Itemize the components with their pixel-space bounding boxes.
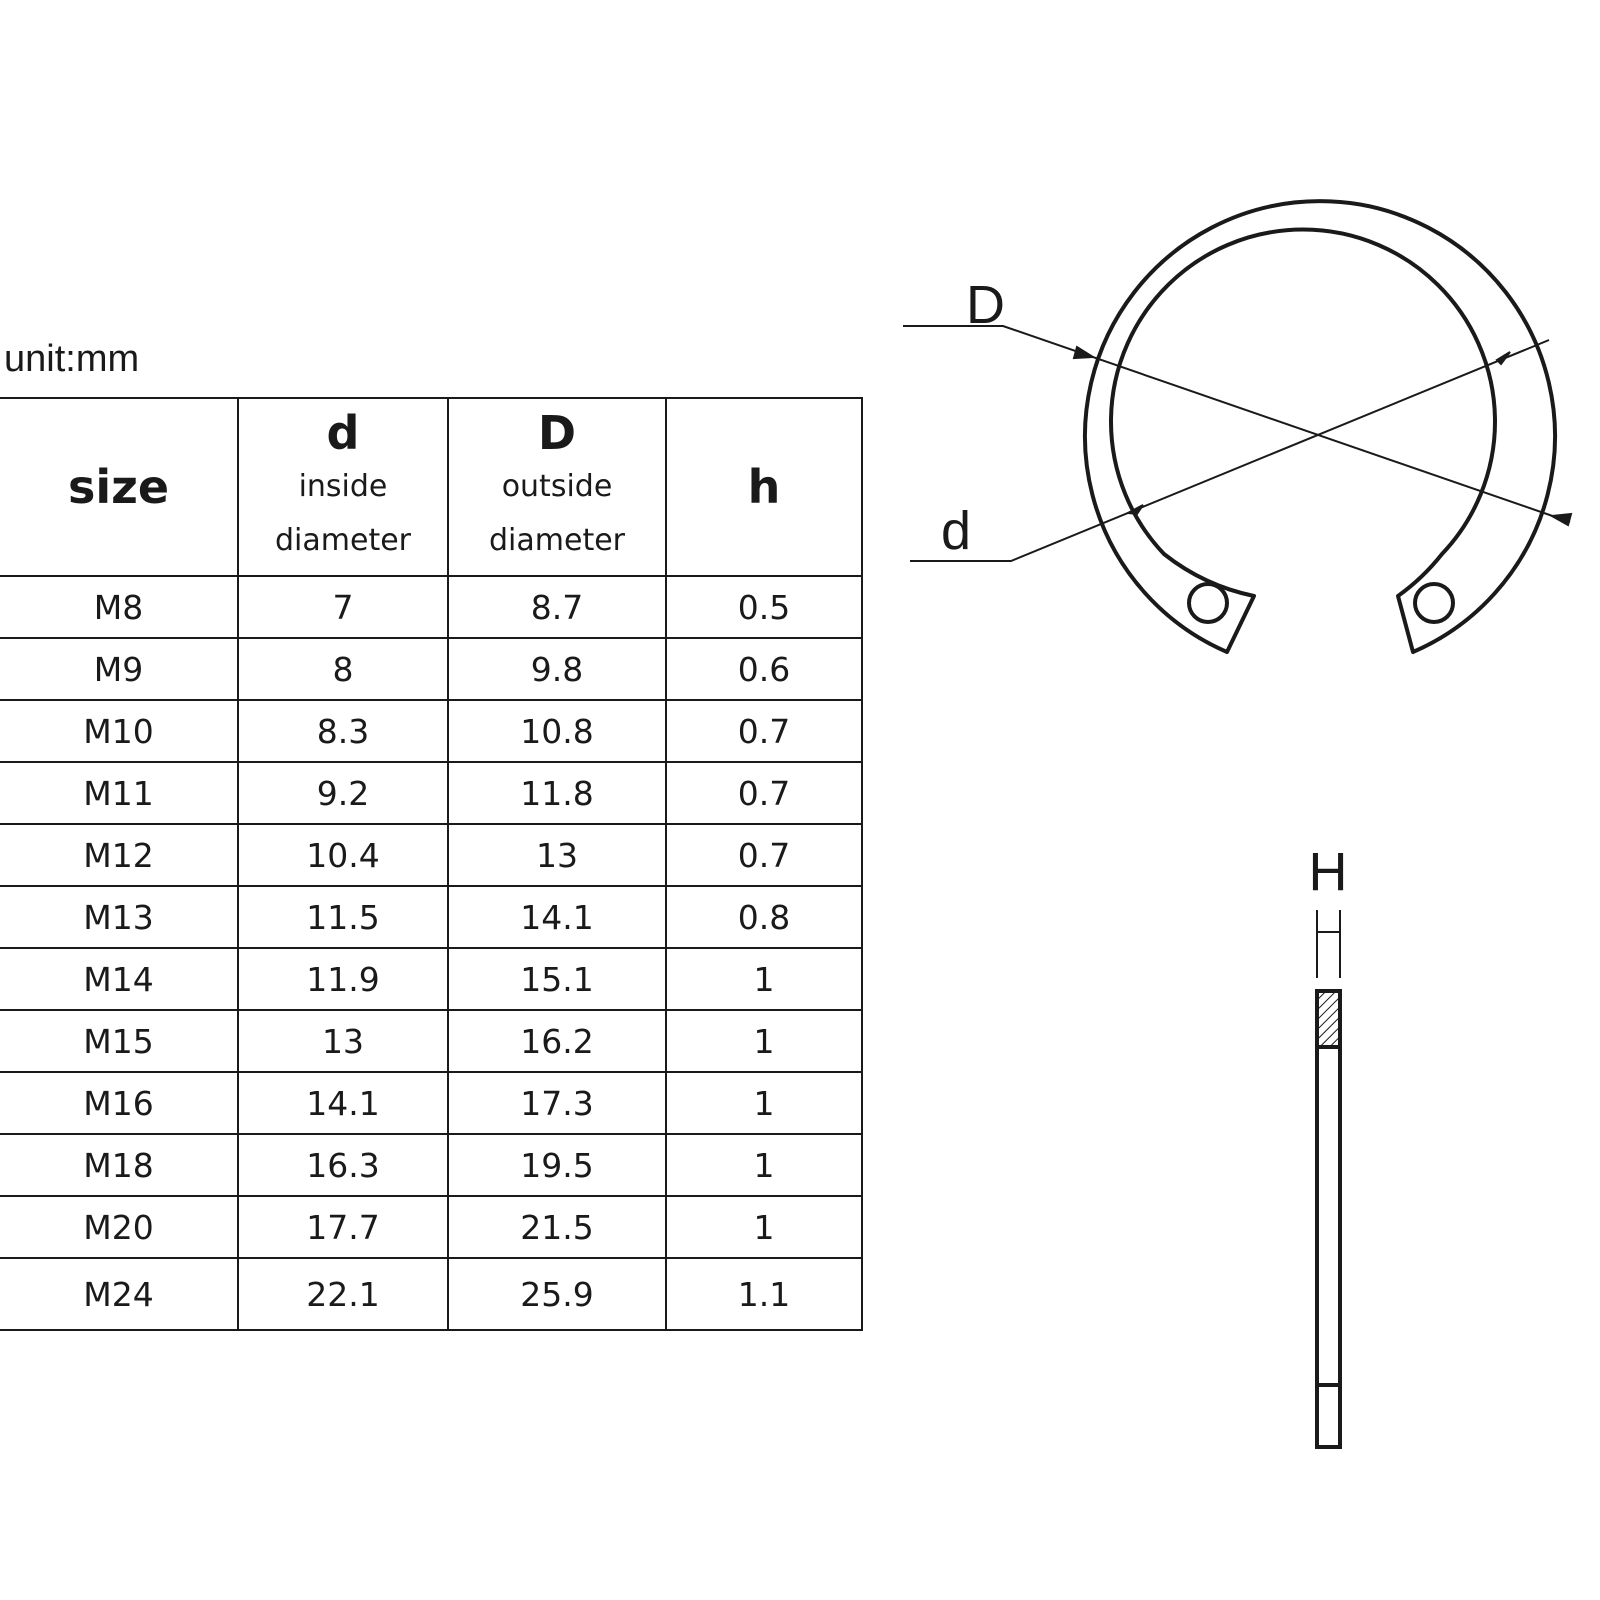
cell-outside: 21.5 [448, 1196, 666, 1258]
outside-diameter-leader [903, 326, 1570, 522]
cell-inside: 8 [238, 638, 448, 700]
cell-size: M18 [0, 1134, 238, 1196]
thickness-label: H [1308, 842, 1348, 902]
outside-diameter-label: D [966, 275, 1005, 335]
cell-inside: 11.9 [238, 948, 448, 1010]
cell-h: 1 [666, 1010, 862, 1072]
cell-h: 0.7 [666, 762, 862, 824]
cell-outside: 10.8 [448, 700, 666, 762]
cell-inside: 11.5 [238, 886, 448, 948]
cell-inside: 16.3 [238, 1134, 448, 1196]
outside-arrow-left [1074, 347, 1093, 358]
cell-h: 1 [666, 1196, 862, 1258]
circlip-ring [1085, 201, 1555, 652]
cell-inside: 7 [238, 576, 448, 638]
cell-inside: 13 [238, 1010, 448, 1072]
cell-size: M15 [0, 1010, 238, 1072]
cell-outside: 15.1 [448, 948, 666, 1010]
cell-inside: 8.3 [238, 700, 448, 762]
cell-outside: 11.8 [448, 762, 666, 824]
cell-size: M9 [0, 638, 238, 700]
header-inside-diameter: d inside diameter [238, 398, 448, 576]
right-lug-hole [1415, 584, 1453, 622]
cell-h: 1 [666, 1134, 862, 1196]
unit-label: unit:mm [4, 338, 140, 380]
cell-outside: 14.1 [448, 886, 666, 948]
cell-size: M10 [0, 700, 238, 762]
inside-diameter-leader [910, 340, 1549, 561]
cell-size: M11 [0, 762, 238, 824]
cell-size: M16 [0, 1072, 238, 1134]
header-size: size [0, 398, 238, 576]
cell-inside: 17.7 [238, 1196, 448, 1258]
cell-h: 1.1 [666, 1258, 862, 1330]
cell-h: 0.7 [666, 824, 862, 886]
hatched-section [1317, 991, 1340, 1047]
cell-h: 1 [666, 1072, 862, 1134]
inside-diameter-label: d [941, 501, 972, 561]
cell-outside: 8.7 [448, 576, 666, 638]
ring-outline [1085, 201, 1555, 652]
inside-arrow-right [1497, 352, 1510, 364]
cell-inside: 9.2 [238, 762, 448, 824]
cell-size: M12 [0, 824, 238, 886]
left-lug-hole [1189, 584, 1227, 622]
cell-inside: 22.1 [238, 1258, 448, 1330]
cell-h: 0.7 [666, 700, 862, 762]
cell-inside: 14.1 [238, 1072, 448, 1134]
header-outside-diameter: D outside diameter [448, 398, 666, 576]
cell-h: 1 [666, 948, 862, 1010]
cell-h: 0.5 [666, 576, 862, 638]
cell-size: M14 [0, 948, 238, 1010]
cell-h: 0.8 [666, 886, 862, 948]
side-view [1309, 842, 1348, 1447]
cell-size: M24 [0, 1258, 238, 1330]
cell-outside: 16.2 [448, 1010, 666, 1072]
outside-arrow-right [1552, 514, 1571, 525]
dimension-lines [903, 326, 1571, 561]
cell-size: M13 [0, 886, 238, 948]
cell-outside: 17.3 [448, 1072, 666, 1134]
cell-outside: 9.8 [448, 638, 666, 700]
cell-size: M20 [0, 1196, 238, 1258]
cell-outside: 19.5 [448, 1134, 666, 1196]
header-thickness: h [666, 398, 862, 576]
cell-inside: 10.4 [238, 824, 448, 886]
cell-h: 0.6 [666, 638, 862, 700]
cell-outside: 25.9 [448, 1258, 666, 1330]
cell-outside: 13 [448, 824, 666, 886]
cell-size: M8 [0, 576, 238, 638]
